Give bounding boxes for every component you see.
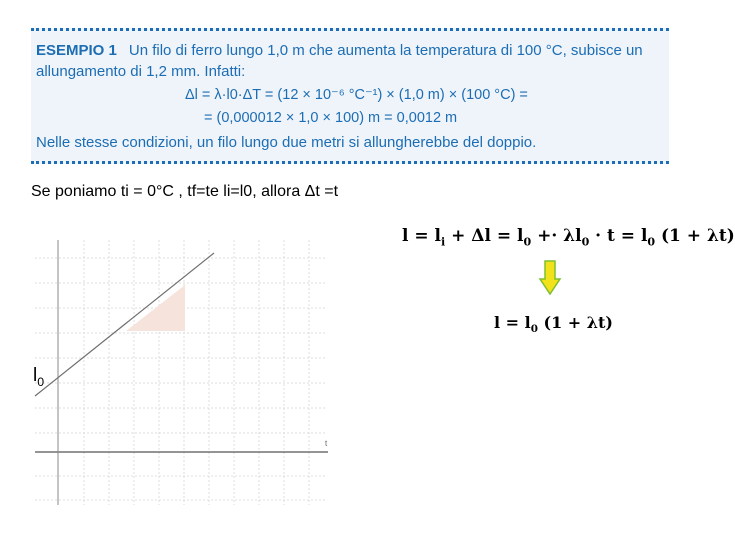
example-equation-line2: = (0,000012 × 1,0 × 100) m = 0,0012 m <box>204 110 458 126</box>
example-conclusion: Nelle stesse condizioni, un filo lungo due metri si allungherebbe del doppio. <box>36 134 537 151</box>
example-equation-line1: Δl = λ·l0·ΔT = (12 × 10⁻⁶ °C⁻¹) × (1,0 m) × (100 °C) = <box>185 87 528 103</box>
slope-triangle <box>126 285 185 331</box>
down-arrow-icon <box>539 260 561 296</box>
example-intro-line1: Un filo di ferro lungo 1,0 m che aumenta la temperatura di 100 °C, subisce un <box>128 42 643 59</box>
graph-line <box>35 253 214 396</box>
x-axis-label: t <box>325 439 328 448</box>
caption-text: Se poniamo ti = 0°C , tf=te li=l0, allora Δt =t <box>31 183 339 200</box>
example-intro-line2: allungamento di 1,2 mm. Infatti: <box>36 63 246 80</box>
y-intercept-label: $l_0$ <box>33 365 45 389</box>
formula-main: $l = l_i + \Delta l = l_0 +\cdot \lambda l_0 \cdot t = l_0$ (1 + λt) <box>402 226 735 249</box>
formula-result: $l = l_0$ (1 + λt) <box>494 313 613 336</box>
example-keyword: ESEMPIO 1 <box>36 42 117 59</box>
